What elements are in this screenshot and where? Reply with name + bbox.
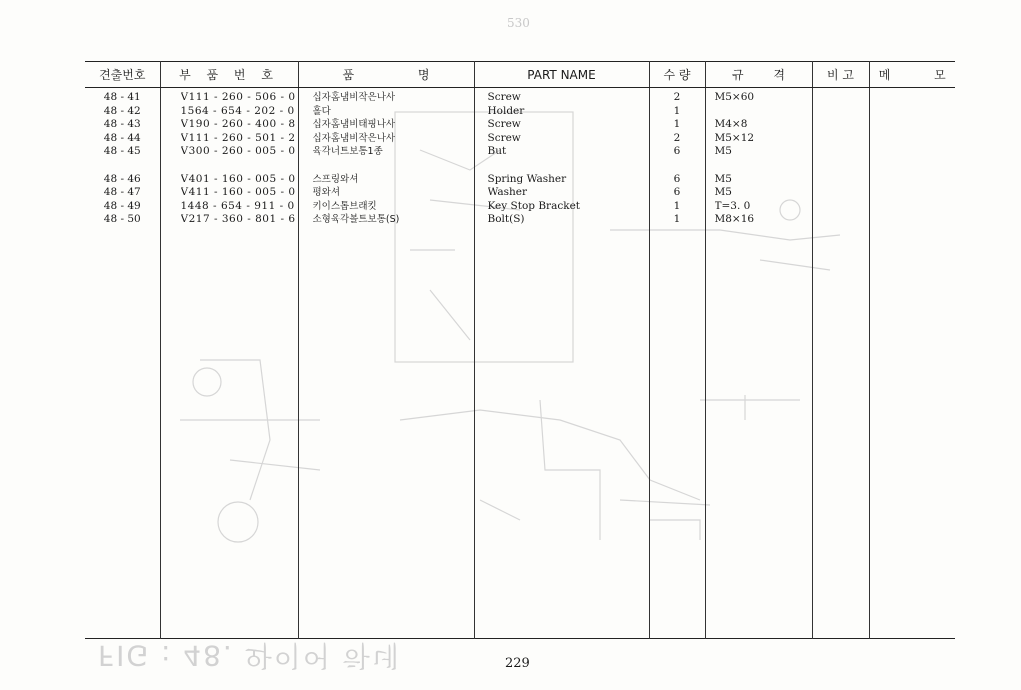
cell-part-no: V111 - 260 - 506 - 0: [180, 91, 296, 103]
cell-qty: 6: [673, 172, 681, 185]
cell-part-name: Spring Washer: [487, 172, 567, 185]
cell-part-no: 1448 - 654 - 911 - 0: [180, 199, 295, 212]
part-name-column: [474, 88, 649, 639]
header-part-name: PART NAME: [474, 62, 649, 88]
cell-part-no: V401 - 160 - 005 - 0: [180, 172, 296, 185]
cell-part-no: V190 - 260 - 400 - 8: [180, 118, 296, 131]
cell-qty: 1: [673, 213, 681, 226]
cell-part-name: Screw: [487, 118, 521, 131]
header-drawing-no: 견출번호: [85, 62, 160, 88]
cell-spec: M5×60: [714, 91, 755, 103]
cell-part-name: Bolt(S): [487, 213, 525, 226]
part-no-column: [160, 88, 298, 639]
cell-qty: 1: [673, 199, 681, 212]
cell-spec: M4×8: [714, 118, 748, 131]
cell-part-name: But: [487, 145, 507, 158]
cell-part-name: Key Stop Bracket: [487, 199, 581, 212]
page-number: 229: [505, 656, 530, 671]
cell-qty: 2: [673, 91, 681, 103]
cell-drawing-no: 48 - 45: [103, 145, 141, 158]
body-row: [85, 88, 955, 639]
cell-drawing-no: 48 - 41: [103, 91, 141, 103]
memo-column: [869, 88, 955, 639]
cell-korean-name: 평와셔: [312, 187, 341, 199]
cell-spec: M8×16: [714, 213, 755, 226]
cell-korean-name: 소형육각볼트보통(S): [312, 214, 400, 226]
header-korean-name: 품 명: [298, 62, 474, 88]
cell-korean-name: 키이스톱브래킷: [312, 200, 377, 212]
cell-part-name: Holder: [487, 104, 525, 117]
cell-spec: M5×12: [714, 131, 755, 144]
cell-spec: M5: [714, 186, 732, 199]
cell-drawing-no: 48 - 50: [103, 213, 141, 226]
cell-qty: 2: [673, 131, 681, 144]
cell-korean-name: 홀다: [312, 105, 331, 117]
cell-spec: T=3. 0: [714, 199, 751, 212]
cell-qty: 1: [673, 118, 681, 131]
cell-drawing-no: 48 - 49: [103, 199, 141, 212]
cell-qty: 6: [673, 186, 681, 199]
cell-part-name: Screw: [487, 131, 521, 144]
remark-column: [812, 88, 869, 639]
cell-part-no: V111 - 260 - 501 - 2: [180, 131, 296, 144]
parts-list-table: [85, 61, 955, 639]
cell-korean-name: 십자홈냄비작은나사: [312, 132, 396, 144]
korean-name-column: [298, 88, 474, 639]
cell-korean-name: 육각너트보통1종: [312, 146, 383, 158]
header-remark: 비 고: [812, 62, 869, 88]
cell-part-no: V217 - 360 - 801 - 6: [180, 213, 296, 226]
cell-part-name: Washer: [487, 186, 528, 199]
cell-drawing-no: 48 - 42: [103, 104, 141, 117]
cell-drawing-no: 48 - 47: [103, 186, 141, 199]
bleed-through-figure-caption: FIG : 48. 와이어 하네: [98, 639, 401, 672]
header-qty: 수 량: [649, 62, 705, 88]
cell-drawing-no: 48 - 44: [103, 131, 141, 144]
cell-korean-name: 스프링와셔: [312, 173, 359, 185]
cell-drawing-no: 48 - 46: [103, 172, 141, 185]
cell-spec: M5: [714, 172, 732, 185]
bleed-through-page-number: 530: [507, 16, 530, 30]
cell-part-name: Screw: [487, 91, 521, 103]
cell-part-no: V411 - 160 - 005 - 0: [180, 186, 296, 199]
cell-qty: 6: [673, 145, 681, 158]
qty-column: [649, 88, 705, 639]
cell-qty: 1: [673, 104, 681, 117]
cell-drawing-no: 48 - 43: [103, 118, 141, 131]
header-row: [85, 62, 955, 88]
cell-part-no: V300 - 260 - 005 - 0: [180, 145, 296, 158]
cell-part-no: 1564 - 654 - 202 - 0: [180, 104, 295, 117]
drawing-no-column: [85, 88, 160, 639]
cell-spec: M5: [714, 145, 732, 158]
header-spec: 규 격: [705, 62, 812, 88]
cell-spec: [715, 105, 812, 119]
header-memo: 메 모: [869, 62, 955, 88]
header-part-no: 부 품 번 호: [160, 62, 298, 88]
cell-korean-name: 십자홈냄비작은나사: [312, 92, 396, 103]
cell-korean-name: 십자홈냄비태핑나사: [312, 119, 396, 131]
spec-column: [705, 88, 812, 639]
